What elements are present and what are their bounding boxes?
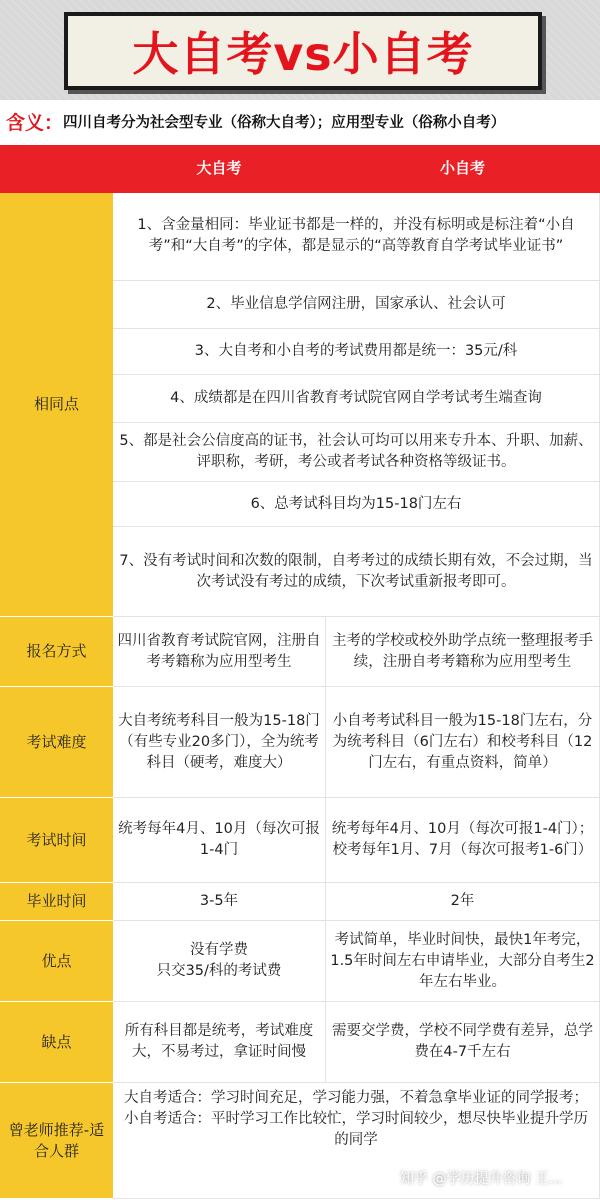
watermark: 知乎 @学历提升咨询 王... (400, 1171, 563, 1187)
difficulty-big: 大自考统考科目一般为15-18门（有些专业20多门），全为统考科目（硬考，难度大） (113, 687, 326, 798)
signup-big: 四川省教育考试院官网，注册自考考籍称为应用型考生 (113, 617, 326, 687)
pros-big-line: 只交35/科的考试费 (156, 963, 282, 979)
header-corner (0, 145, 113, 193)
cons-small: 需要交学费，学校不同学费有差异，总学费在4-7千左右 (326, 1002, 600, 1083)
exam-time-small: 统考每年4月、10月（每次可报1-4门）；校考每年1月、7月（每次可报考1-6门） (326, 798, 600, 883)
grad-time-small: 2年 (326, 883, 600, 921)
recommend-big: 大自考适合：学习时间充足，学习能力强，不着急拿毕业证的同学报考； (124, 1090, 588, 1106)
same-point-item: 1、含金量相同：毕业证书都是一样的，并没有标明或是标注着“小自考”和“大自考”的字体，都是显示的“高等教育自学考试毕业证书” (113, 193, 599, 281)
same-point-item: 7、没有考试时间和次数的限制，自考考过的成绩长期有效，不会过期，当次考试没有考过的成绩，下次考试重新报考即可。 (119, 552, 593, 590)
row-label-exam-time: 考试时间 (0, 798, 113, 883)
same-point-item: 2、毕业信息学信网注册，国家承认、社会认可 (113, 281, 599, 329)
row-label-cons: 缺点 (0, 1002, 113, 1083)
exam-time-big: 统考每年4月、10月（每次可报1-4门 (113, 798, 326, 883)
same-point-item: 5、都是社会公信度高的证书，社会认可均可以用来专升本、升职、加薪、评职称，考研，考公或者考试各种资格等级证书。 (113, 423, 599, 482)
header-big-exam: 大自考 (113, 145, 326, 193)
difficulty-small: 小自考考试科目一般为15-18门左右，分为统考科目（6门左右）和校考科目（12门左右，有重点资料，简单） (326, 687, 600, 798)
same-point-item: 6、总考试科目均为15-18门左右 (113, 482, 599, 527)
meaning-label: 含义： (6, 111, 64, 134)
pros-big (113, 921, 326, 1002)
grad-time-big: 3-5年 (113, 883, 326, 921)
cons-big: 所有科目都是统考，考试难度大，不易考过，拿证时间慢 (113, 1002, 326, 1083)
row-label-grad-time: 毕业时间 (0, 883, 113, 921)
page-title: 大自考vs小自考 (132, 27, 474, 81)
same-points-list (113, 193, 600, 617)
comparison-table (0, 145, 600, 1200)
pros-big-line: 没有学费 (190, 942, 248, 958)
title-banner (0, 0, 600, 100)
same-point-item: 4、成绩都是在四川省教育考试院官网自学考试考生端查询 (113, 375, 599, 424)
title-box (64, 12, 542, 90)
row-label-same: 相同点 (0, 193, 113, 617)
same-point-item: 3、大自考和小自考的考试费用都是统一：35元/科 (113, 329, 599, 375)
header-small-exam: 小自考 (326, 145, 600, 193)
meaning-text: 四川自考分为社会型专业（俗称大自考）；应用型专业（俗称小自考） (63, 114, 506, 131)
row-label-pros: 优点 (0, 921, 113, 1002)
pros-small: 考试简单，毕业时间快，最快1年考完，1.5年时间左右申请毕业，大部分自考生2年左右毕业。 (326, 921, 600, 1002)
row-label-signup: 报名方式 (0, 617, 113, 687)
row-label-difficulty: 考试难度 (0, 687, 113, 798)
signup-small: 主考的学校或校外助学点统一整理报考手续，注册自考考籍称为应用型考生 (326, 617, 600, 687)
row-label-recommend: 曾老师推荐-适合人群 (0, 1083, 113, 1199)
meaning-line (0, 100, 600, 142)
recommend-small: 小自考适合：平时学习工作比较忙，学习时间较少，想尽快毕业提升学历的同学 (124, 1111, 588, 1148)
